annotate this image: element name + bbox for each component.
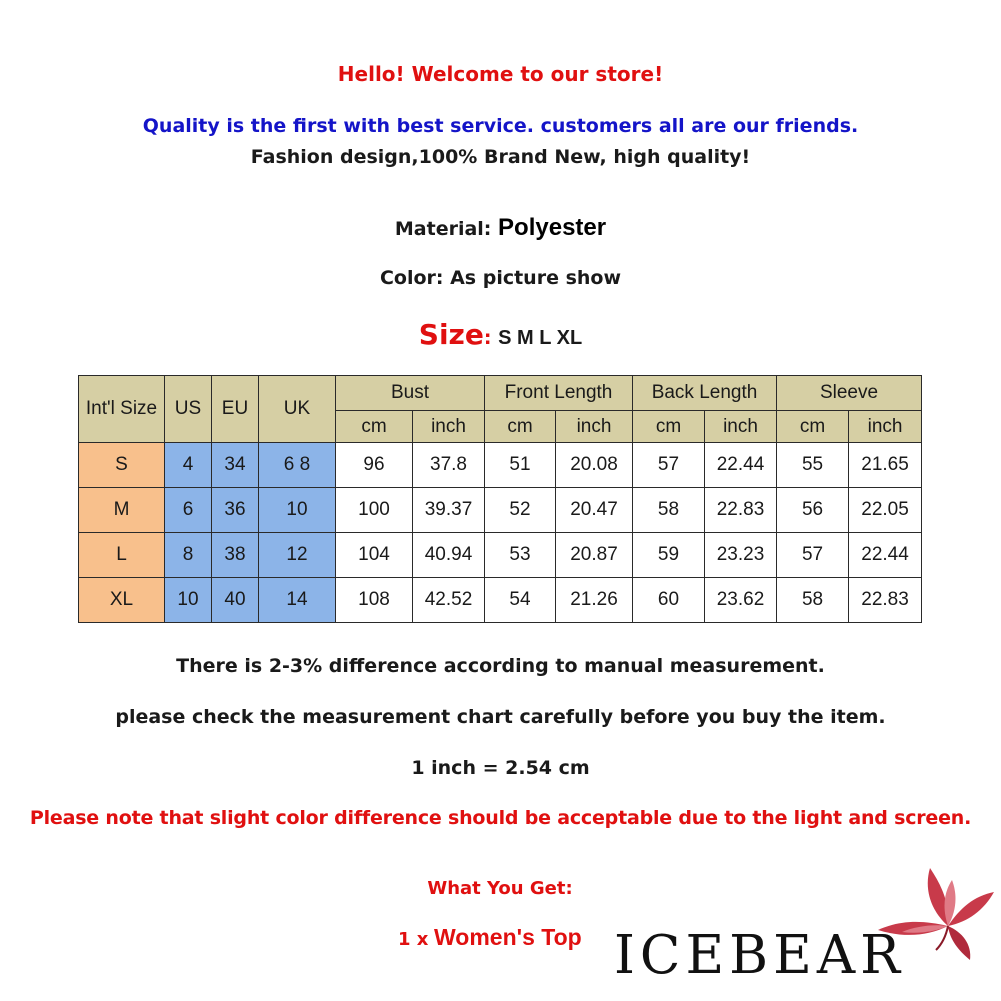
bust-cm-cell: 104 <box>336 533 413 578</box>
welcome-heading: Hello! Welcome to our store! <box>337 62 664 86</box>
table-row <box>79 578 922 623</box>
us-cell: 8 <box>165 533 212 578</box>
material-value: Polyester <box>498 214 607 241</box>
back-inch-cell: 22.83 <box>705 488 777 533</box>
check-chart-note: please check the measurement chart carefully before you buy the item. <box>115 706 886 728</box>
bust-inch-cell: 40.94 <box>413 533 485 578</box>
inch-conversion-note: 1 inch = 2.54 cm <box>411 757 590 779</box>
size-values: S M L XL <box>498 327 583 349</box>
sleeve-cm-cell: 58 <box>777 578 849 623</box>
uk-cell: 12 <box>259 533 336 578</box>
header-intl-size: Int'l Size <box>79 376 165 443</box>
uk-cell: 6 8 <box>259 443 336 488</box>
unit-cell: cm <box>633 411 705 443</box>
quality-statement: Quality is the first with best service. customers all are our friends. <box>142 115 859 137</box>
size-chart-table <box>78 375 922 623</box>
header-eu: EU <box>212 376 259 443</box>
sleeve-inch-cell: 22.44 <box>849 533 922 578</box>
sleeve-cm-cell: 55 <box>777 443 849 488</box>
back-inch-cell: 23.62 <box>705 578 777 623</box>
sleeve-inch-cell: 21.65 <box>849 443 922 488</box>
package-item <box>398 924 582 951</box>
unit-cell: inch <box>556 411 633 443</box>
material-label: Material: <box>394 218 492 240</box>
front-inch-cell: 20.08 <box>556 443 633 488</box>
size-cell: M <box>79 488 165 533</box>
back-inch-cell: 22.44 <box>705 443 777 488</box>
unit-cell: cm <box>485 411 556 443</box>
back-cm-cell: 57 <box>633 443 705 488</box>
us-cell: 10 <box>165 578 212 623</box>
uk-cell: 14 <box>259 578 336 623</box>
sleeve-inch-cell: 22.83 <box>849 578 922 623</box>
back-cm-cell: 59 <box>633 533 705 578</box>
us-cell: 4 <box>165 443 212 488</box>
table-row <box>79 533 922 578</box>
back-cm-cell: 60 <box>633 578 705 623</box>
unit-cell: inch <box>413 411 485 443</box>
fashion-statement: Fashion design,100% Brand New, high quality! <box>250 146 751 168</box>
size-cell: L <box>79 533 165 578</box>
uk-cell: 10 <box>259 488 336 533</box>
bust-inch-cell: 37.8 <box>413 443 485 488</box>
eu-cell: 34 <box>212 443 259 488</box>
sleeve-cm-cell: 57 <box>777 533 849 578</box>
header-sleeve: Sleeve <box>777 376 922 411</box>
front-inch-cell: 20.87 <box>556 533 633 578</box>
header-front-length: Front Length <box>485 376 633 411</box>
front-cm-cell: 53 <box>485 533 556 578</box>
back-cm-cell: 58 <box>633 488 705 533</box>
front-inch-cell: 20.47 <box>556 488 633 533</box>
table-row <box>79 488 922 533</box>
size-line <box>0 318 1001 351</box>
sleeve-inch-cell: 22.05 <box>849 488 922 533</box>
bust-inch-cell: 42.52 <box>413 578 485 623</box>
unit-cell: inch <box>849 411 922 443</box>
brand-name: ICEBEAR <box>614 925 905 986</box>
color-line: Color: As picture show <box>379 267 622 289</box>
sleeve-cm-cell: 56 <box>777 488 849 533</box>
front-cm-cell: 52 <box>485 488 556 533</box>
size-cell: S <box>79 443 165 488</box>
size-colon: : <box>483 327 492 349</box>
eu-cell: 36 <box>212 488 259 533</box>
header-bust: Bust <box>336 376 485 411</box>
unit-cell: cm <box>336 411 413 443</box>
bust-cm-cell: 100 <box>336 488 413 533</box>
measurement-difference-note: There is 2-3% difference according to manual measurement. <box>176 655 825 677</box>
package-quantity: 1 x <box>398 929 429 950</box>
front-cm-cell: 54 <box>485 578 556 623</box>
unit-cell: inch <box>705 411 777 443</box>
package-item-name: Women's Top <box>433 924 582 950</box>
size-label: Size <box>418 318 484 351</box>
header-back-length: Back Length <box>633 376 777 411</box>
header-uk: UK <box>259 376 336 443</box>
bust-inch-cell: 39.37 <box>413 488 485 533</box>
eu-cell: 40 <box>212 578 259 623</box>
bust-cm-cell: 96 <box>336 443 413 488</box>
front-cm-cell: 51 <box>485 443 556 488</box>
back-inch-cell: 23.23 <box>705 533 777 578</box>
us-cell: 6 <box>165 488 212 533</box>
what-you-get-heading: What You Get: <box>427 878 573 899</box>
bust-cm-cell: 108 <box>336 578 413 623</box>
color-difference-note: Please note that slight color difference should be acceptable due to the light and screen. <box>29 807 972 829</box>
header-us: US <box>165 376 212 443</box>
front-inch-cell: 21.26 <box>556 578 633 623</box>
size-cell: XL <box>79 578 165 623</box>
unit-cell: cm <box>777 411 849 443</box>
table-row <box>79 443 922 488</box>
eu-cell: 38 <box>212 533 259 578</box>
material-line <box>0 214 1001 242</box>
